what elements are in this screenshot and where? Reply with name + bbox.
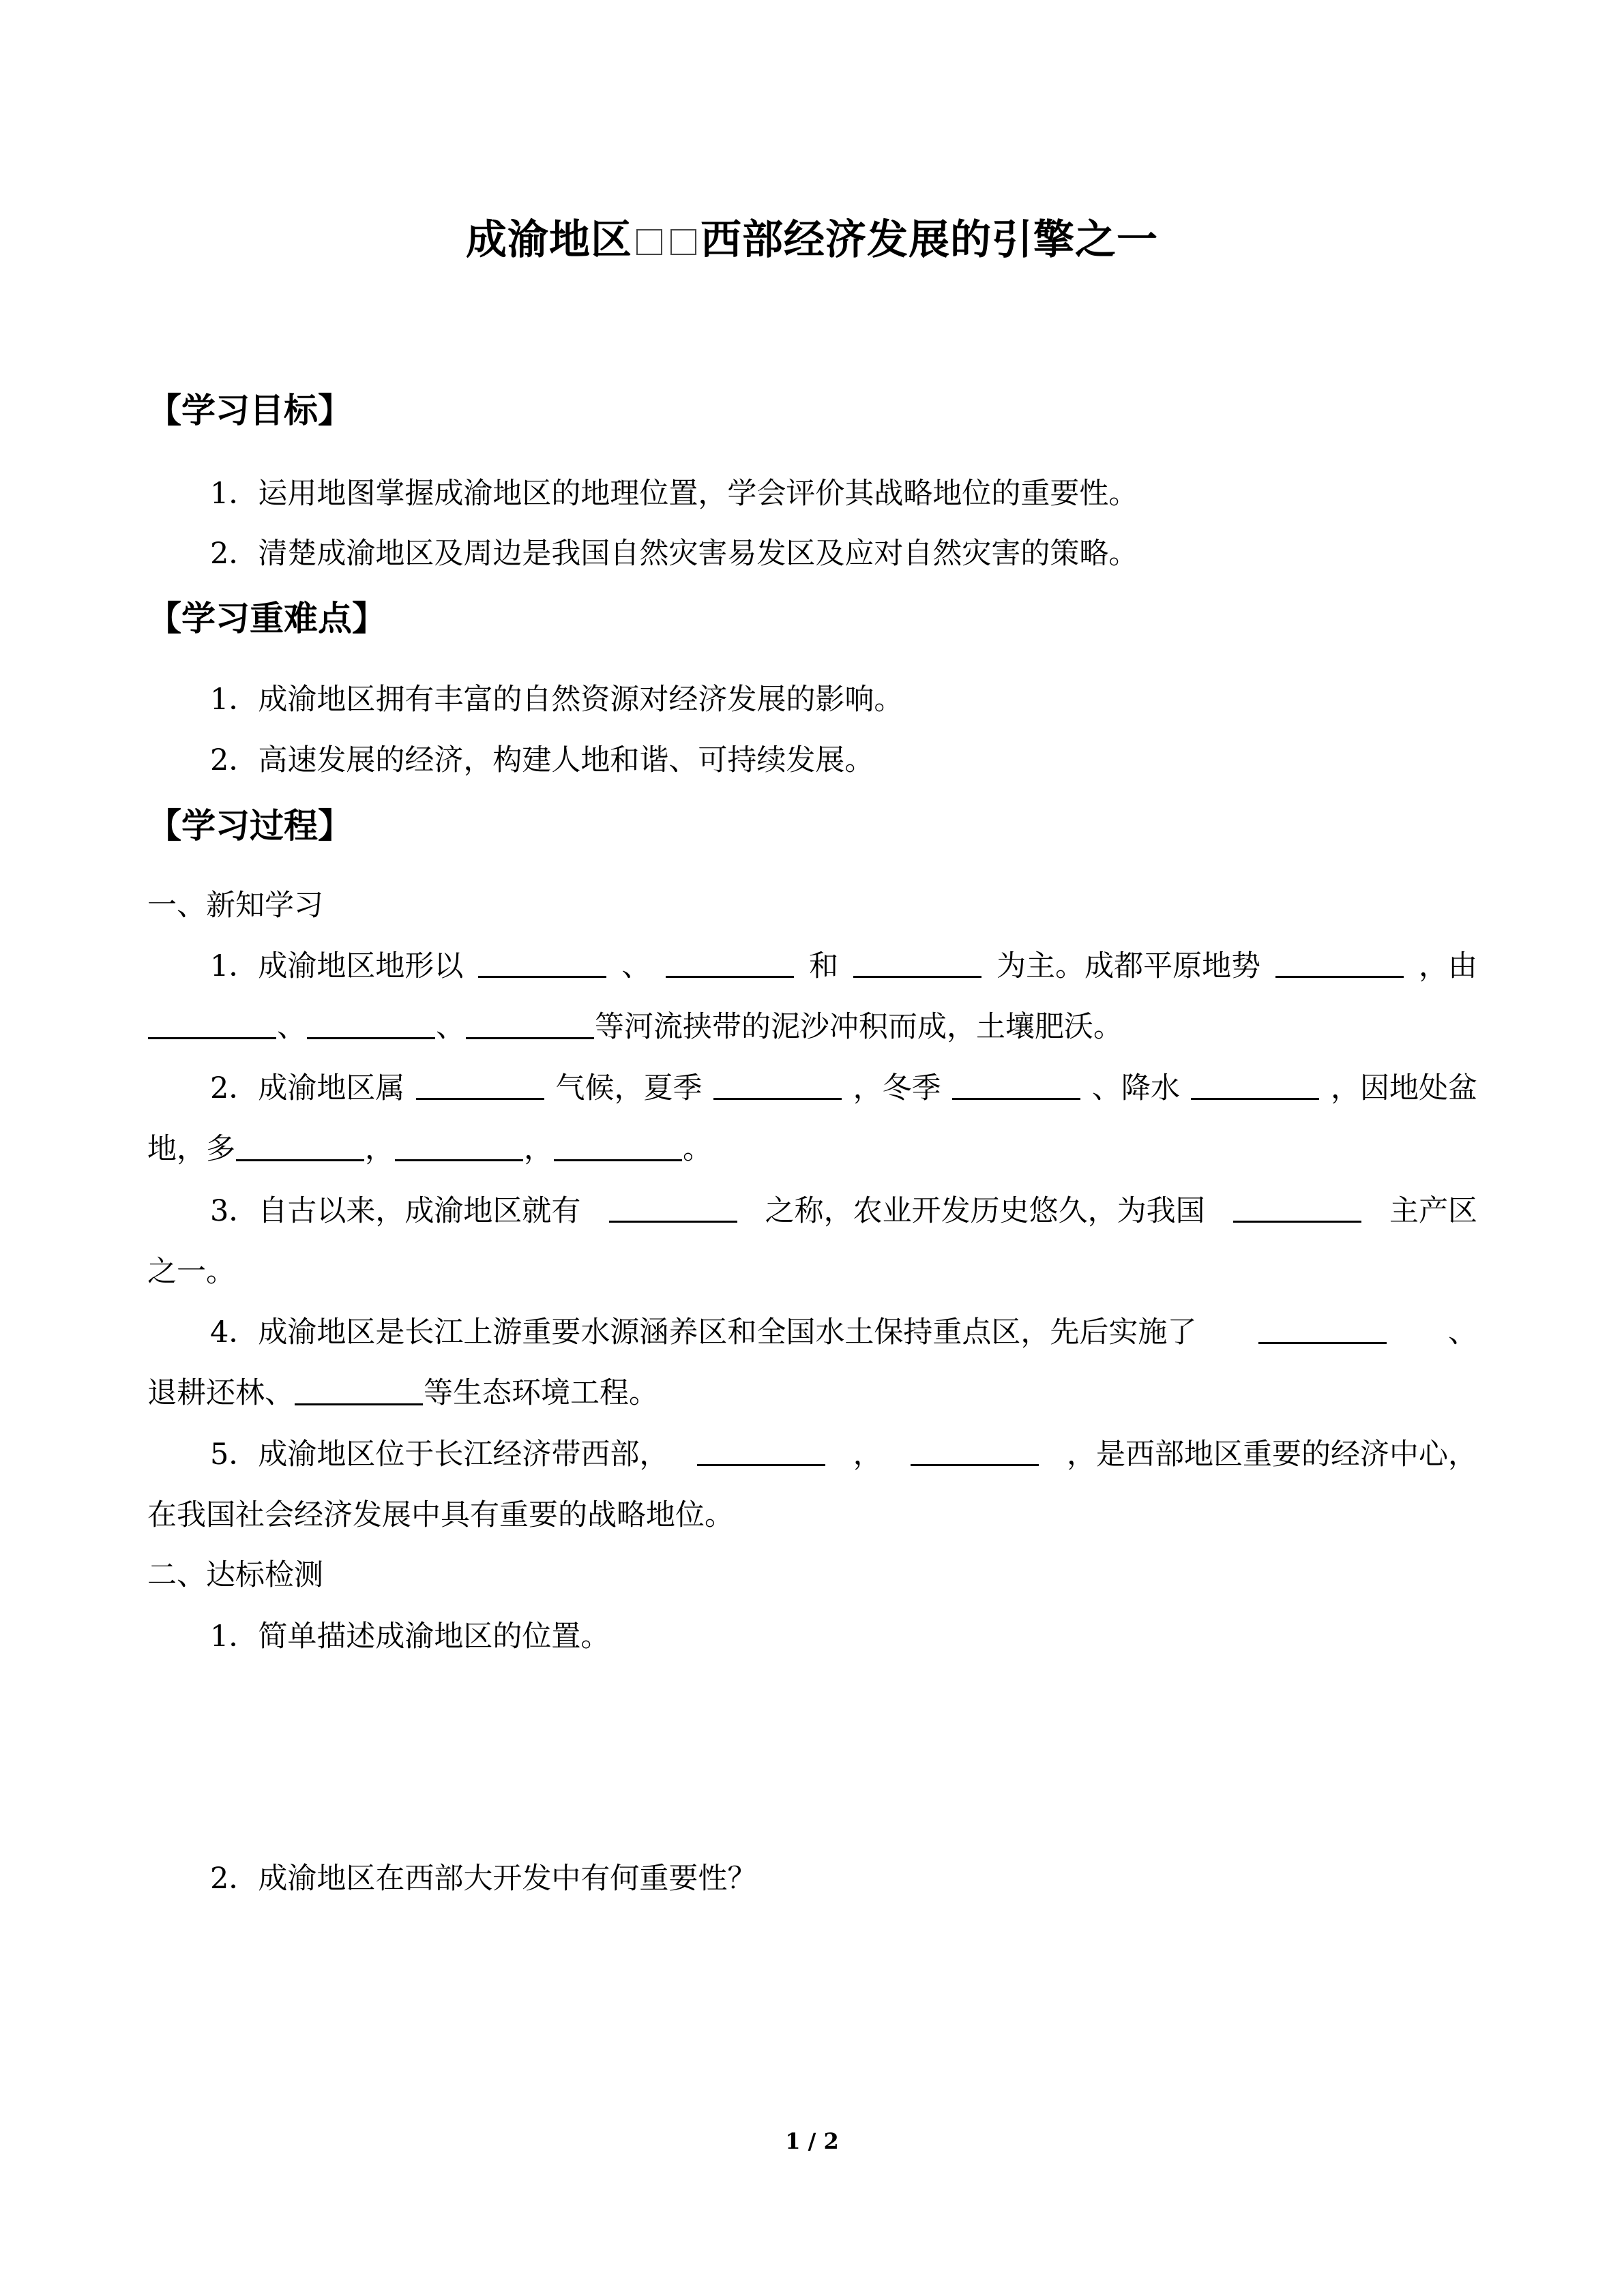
fill-blank[interactable] (666, 946, 794, 978)
question-3-line-1: 3．自古以来，成渝地区就有 之称，农业开发历史悠久，为我国 主产区 (210, 1191, 1477, 1232)
question-2-line-2: 地，多 ， ， 。 (147, 1129, 712, 1169)
question-1-line-1: 1．成渝地区地形以 、 和 为主。成都平原地势 ，由 (210, 946, 1477, 987)
goals-heading: 【学习目标】 (147, 390, 352, 430)
part1-label: 一、新知学习 (147, 889, 323, 923)
keypoints-heading: 【学习重难点】 (147, 598, 386, 638)
fill-blank[interactable] (307, 1007, 435, 1039)
fill-blank[interactable] (148, 1007, 276, 1039)
keypoint-item-1: 1．成渝地区拥有丰富的自然资源对经济发展的影响。 (210, 683, 904, 717)
fill-blank[interactable] (697, 1434, 825, 1466)
goal-item-2: 2．清楚成渝地区及周边是我国自然灾害易发区及应对自然灾害的策略。 (210, 537, 1138, 571)
question-4-line-2: 退耕还林、 等生态环境工程。 (147, 1373, 658, 1414)
question-4-line-1: 4．成渝地区是长江上游重要水源涵养区和全国水土保持重点区，先后实施了 、 (210, 1312, 1477, 1353)
fill-blank[interactable] (1233, 1191, 1361, 1223)
question-1-line-2: 、 、 等河流挟带的泥沙冲积而成，土壤肥沃。 (147, 1007, 1123, 1047)
question-3-line-2: 之一。 (147, 1255, 235, 1289)
page-number: 1 / 2 (785, 2128, 839, 2154)
fill-blank[interactable] (1275, 946, 1404, 978)
missing-glyph-box (636, 229, 662, 255)
fill-blank[interactable] (911, 1434, 1039, 1466)
fill-blank[interactable] (609, 1191, 737, 1223)
fill-blank[interactable] (395, 1129, 523, 1161)
missing-glyph-box (670, 229, 696, 255)
check-question-1: 1．简单描述成渝地区的位置。 (210, 1620, 610, 1654)
question-2-line-1: 2．成渝地区属 气候，夏季 ，冬季 、降水 ，因地处盆 (210, 1068, 1477, 1109)
fill-blank[interactable] (478, 946, 606, 978)
fill-blank[interactable] (416, 1068, 544, 1100)
process-heading: 【学习过程】 (147, 805, 352, 846)
fill-blank[interactable] (466, 1007, 594, 1039)
fill-blank[interactable] (236, 1129, 364, 1161)
part2-label: 二、达标检测 (147, 1558, 323, 1592)
fill-blank[interactable] (1191, 1068, 1319, 1100)
fill-blank[interactable] (853, 946, 981, 978)
title-part-2: 西部经济发展的引擎之一 (700, 216, 1158, 264)
goal-item-1: 1．运用地图掌握成渝地区的地理位置，学会评价其战略地位的重要性。 (210, 477, 1138, 511)
fill-blank[interactable] (713, 1068, 842, 1100)
fill-blank[interactable] (1258, 1312, 1387, 1344)
keypoint-item-2: 2．高速发展的经济，构建人地和谐、可持续发展。 (210, 743, 874, 777)
title-part-1: 成渝地区 (466, 216, 632, 264)
check-question-2: 2．成渝地区在西部大开发中有何重要性？ (210, 1862, 757, 1896)
fill-blank[interactable] (295, 1373, 423, 1405)
fill-blank[interactable] (952, 1068, 1080, 1100)
page-title (0, 213, 1624, 267)
question-5-line-2: 在我国社会经济发展中具有重要的战略地位。 (147, 1498, 734, 1532)
question-5-line-1: 5．成渝地区位于长江经济带西部， ， ，是西部地区重要的经济中心， (210, 1434, 1477, 1475)
fill-blank[interactable] (554, 1129, 682, 1161)
